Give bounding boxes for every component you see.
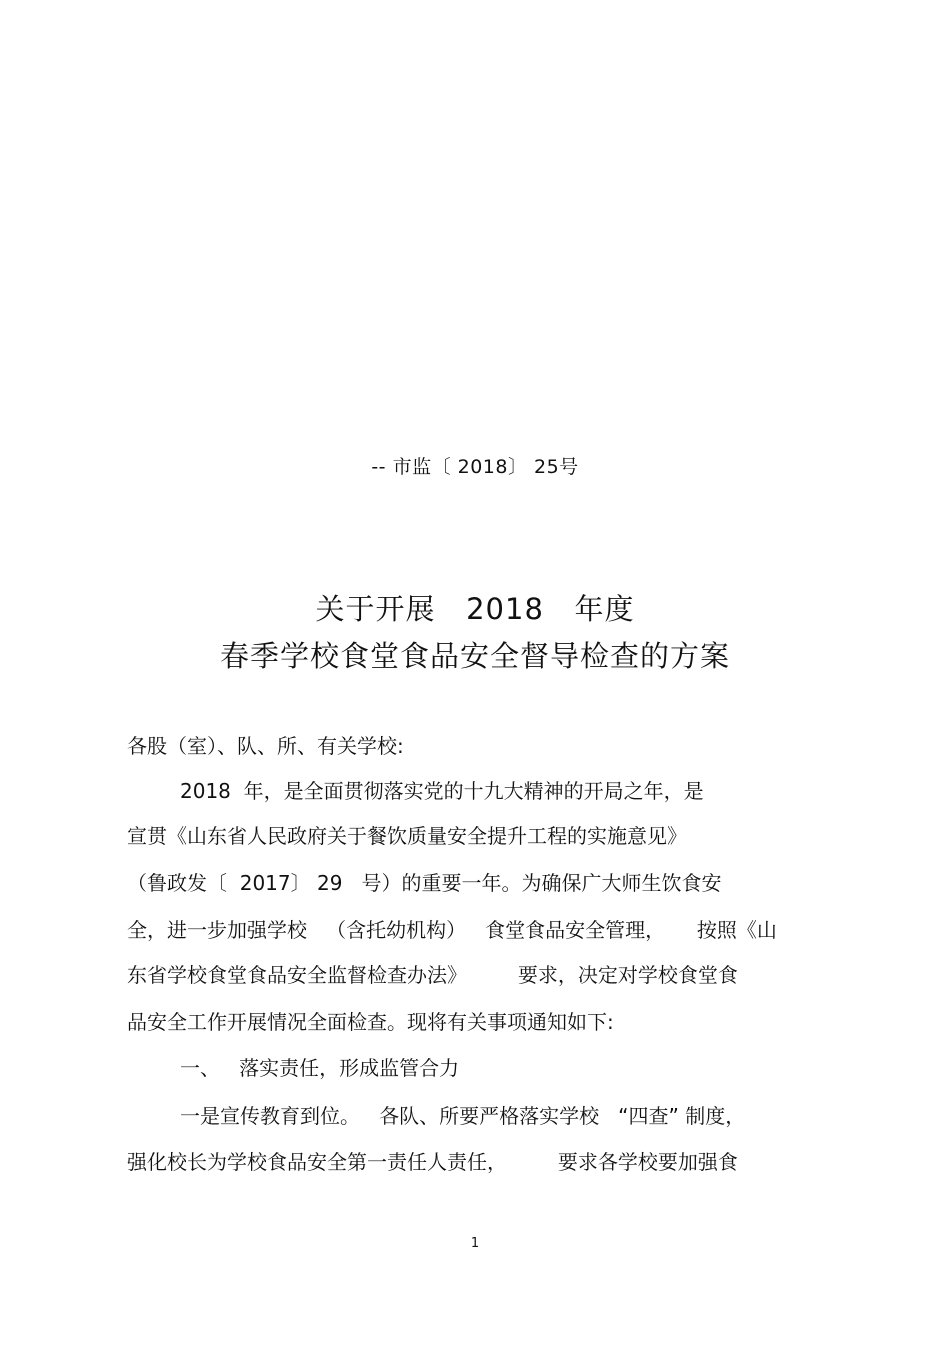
body-line: 全，进一步加强学校 （含托幼机构） 食堂食品安全管理， 按照《山 xyxy=(127,918,777,942)
document-title-line-1: 关于开展 2018 年度 xyxy=(315,592,635,626)
document-number: -- 市监〔 2018〕 25号 xyxy=(371,456,579,478)
section-heading: 一、 落实责任，形成监管合力 xyxy=(180,1056,460,1080)
salutation: 各股（室）、队、所、有关学校: xyxy=(127,734,404,758)
body-line: （鲁政发〔 2017〕 29 号）的重要一年。为确保广大师生饮食安 xyxy=(127,871,722,895)
body-line: 东省学校食堂食品安全监督检查办法》 要求，决定对学校食堂食 xyxy=(127,963,738,987)
body-line: 一是宣传教育到位。 各队、所要严格落实学校 “四查” 制度， xyxy=(180,1104,746,1128)
body-line: 宣贯《山东省人民政府关于餐饮质量安全提升工程的实施意见》 xyxy=(127,824,687,848)
body-line: 2018 年，是全面贯彻落实党的十九大精神的开局之年，是 xyxy=(180,779,704,803)
body-line: 品安全工作开展情况全面检查。现将有关事项通知如下: xyxy=(127,1010,614,1034)
document-title-line-2: 春季学校食堂食品安全督导检查的方案 xyxy=(219,639,730,673)
page-number: 1 xyxy=(470,1236,480,1251)
body-line: 强化校长为学校食品安全第一责任人责任， 要求各学校要加强食 xyxy=(127,1150,738,1174)
